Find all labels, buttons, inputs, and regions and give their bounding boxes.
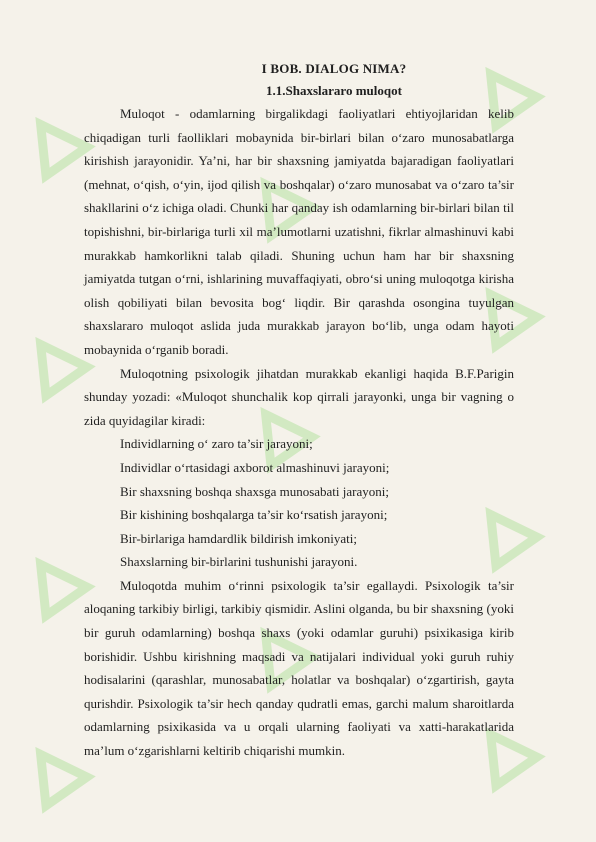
section-title: 1.1.Shaxslararo muloqot [266,83,402,98]
list-item: Individlar o‘rtasidagi axborot almashinuvi jarayoni; [120,459,390,475]
process-list [84,432,514,574]
paragraph-intro: Muloqot - odamlarning birgalikdagi faoliyatlari ehtiyojlaridan kelib chiqadigan turli faolliklari mobaynida bir-birlari bilan o‘zaro munosabatlarga kirishish jarayonidir. Ya’ni, har bir shaxsning jamiyatda bajaradigan faoliyatlari (mehnat, o‘qish, o‘yin, ijod qilish va boshqalar) o‘zaro munosabat va o‘zaro ta’sir shakllarini o‘z ichiga oladi. Chunki har qanday ish odamlarning bir-birlari bilan til topishishni, bir-birlariga turli xil ma’lumotlarni uzatishni, fikrlar almashinuvi kabi murakkab hamkorlikni talab qiladi. Shuning uchun ham har bir shaxsning jamiyatda tutgan o‘rni, ishlarining muvaffaqiyati, obro‘si uning muloqotga kirisha olish qobiliyati bilan bevosita bog‘ liqdir. Bir qarashda osongina tuyulgan shaxslararo muloqot aslida juda murakkab jarayon bo‘lib, unga odam hayoti mobaynida o‘rganib boradi. [84,106,514,357]
paragraph-parigin-quote: Muloqotning psixologik jihatdan murakkab ekanligi haqida B.F.Parigin shunday yozadi: «Muloqot shunchalik kop qirrali jarayonki, unga bir vagning o zida quyidagilar kiradi: [84,365,514,428]
document-body [84,58,514,763]
list-item: Bir kishining boshqalarga ta’sir ko‘rsatish jarayoni; [120,507,388,523]
paragraph-psychological-influence: Muloqotda muhim o‘rinni psixologik ta’sir egallaydi. Psixologik ta’sir aloqaning tarkibiy birligi, tarkibiy qismidir. Aslini olganda, bu bir shaxsning (yoki bir guruh odamlarning) boshqa shaxs (yoki odamlar guruhi) psixikasiga kirib borishidir. Ushbu kirishning maqsadi va natijalari individual yoki guruh ruhiy hodisalarini (qarashlar, munosabatlar, holatlar va boshqalar) o‘zgartirish, gayta qurishdir. Psixologik ta’sir hech qanday qudratli emas, garchi malum sharoitlarda odamlarning psixikasida va u orqali ularning faoliyati va xatti-harakatlarida ma’lum o‘zgarishlarni keltirib chiqarishi mumkin. [84,577,514,759]
list-item: Individlarning o‘ zaro ta’sir jarayoni; [120,436,313,452]
list-item: Bir shaxsning boshqa shaxsga munosabati jarayoni; [120,483,389,499]
list-item: Bir-birlariga hamdardlik bildirish imkoniyati; [120,530,357,546]
list-item: Shaxslarning bir-birlarini tushunishi jarayoni. [120,554,358,570]
chapter-title: I BOB. DIALOG NIMA? [261,61,407,76]
